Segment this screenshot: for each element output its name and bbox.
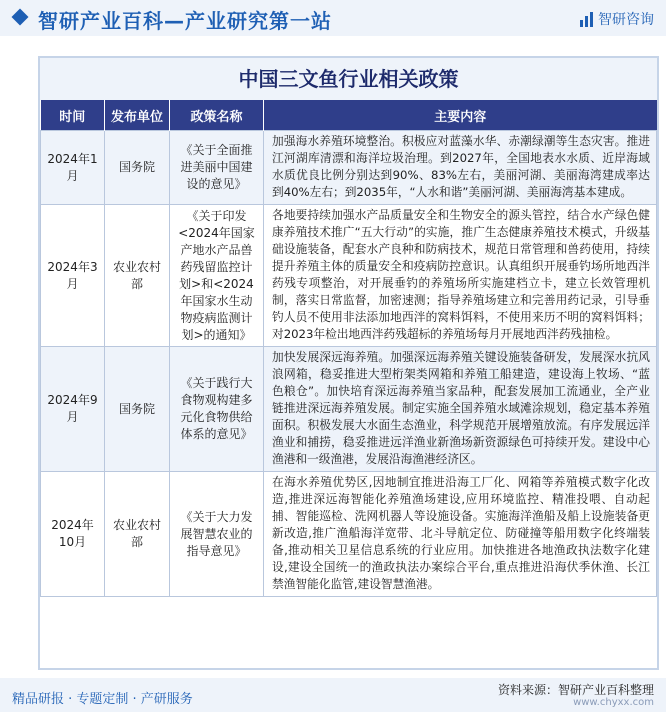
page-footer (0, 678, 666, 712)
table-row (41, 472, 657, 597)
unit-cell: 国务院 (105, 347, 170, 472)
content-cell: 加强海水养殖环境整治。积极应对蓝藻水华、赤潮绿潮等生态灾害。推进江河湖库清漂和海洋垃圾治理。到2027年，全国地表水水质、近岸海域水质优良比例分别达到90%、83%左右，美丽河湖、美丽海湾建成率达到40%左右；到2035年，“人水和谐”美丽河湖、美丽海湾基本建成。 (264, 131, 657, 205)
brand-logo[interactable] (580, 9, 654, 29)
policy-name-cell: 《关于全面推进美丽中国建设的意见》 (170, 131, 264, 205)
page-header (0, 0, 666, 36)
unit-cell: 农业农村部 (105, 205, 170, 347)
column-header-unit: 发布单位 (105, 100, 170, 131)
time-cell: 2024年3月 (41, 205, 105, 347)
brand-name: 智研咨询 (598, 12, 654, 28)
time-cell: 2024年1月 (41, 131, 105, 205)
table-row (41, 131, 657, 205)
content-cell: 加快发展深远海养殖。加强深远海养殖关键设施装备研发，发展深水抗风浪网箱，稳妥推进大型桁架类网箱和养殖工船建造，建设海上牧场、“蓝色粮仓”。加快培育深远海养殖当家品种，配套发展加工流通业，全产业链推进深远海养殖发展。制定实施全国养殖水域滩涂规划，稳定基本养殖面积。积极发展大水面生态渔业，科学规范开展增殖放流。有序发展远洋渔业和捕捞，稳妥推进远洋渔业新渔场新资源绿色可持续开发。建设中心渔港和一级渔港，发展沿海渔港经济区。 (264, 347, 657, 472)
source-note: 资料来源：智研产业百科整理 (497, 683, 654, 697)
table-title: 中国三文鱼行业相关政策 (40, 58, 657, 100)
content-cell: 在海水养殖优势区,因地制宜推进沿海工厂化、网箱等养殖模式数字化改造,推进深远海智能化养殖渔场建设,应用环境监控、精准投喂、自动起捕、智能巡检、洗网机器人等设施设备。实施海洋渔船及船上设施装备更新改造,推广渔船海洋宽带、北斗导航定位、防碰撞等船用数字化终端装备,推动相关卫星信息系统的行业应用。加快推进各地渔政执法数字化建设,建设全国统一的渔政执法办案综合平台,重点推进沿海伏季休渔、长江禁渔智能化监管,建设智慧渔港。 (264, 472, 657, 597)
table-row (41, 205, 657, 347)
time-cell: 2024年10月 (41, 472, 105, 597)
policy-table-card (38, 56, 659, 670)
site-title: 智研产业百科—产业研究第一站 (38, 9, 332, 33)
policy-name-cell: 《关于大力发展智慧农业的指导意见》 (170, 472, 264, 597)
content-cell: 各地要持续加强水产品质量安全和生物安全的源头管控，结合水产绿色健康养殖技术推广“五大行动”的实施，推广生态健康养殖技术模式，升级基础设施装备，配套水产良种和防病技术，规范日常管理和兽药使用，持续提升养殖主体的质量安全和疫病防控意识。认真组织开展垂钓场所地西泮药残专项整治，对开展垂钓的养殖场所实施建档立卡，建立长效管理机制，落实日常监督，加密速测；指导养殖场建立和完善用药记录，引导垂钓人员不使用非法添加地西泮的窝料饵料，不使用来历不明的窝料饵料；对2023年检出地西泮药残超标的养殖场每月开展地西泮药残抽检。 (264, 205, 657, 347)
policy-table (40, 100, 657, 597)
unit-cell: 国务院 (105, 131, 170, 205)
bar-chart-icon (580, 12, 593, 27)
unit-cell: 农业农村部 (105, 472, 170, 597)
table-row (41, 347, 657, 472)
policy-name-cell: 《关于印发<2024年国家产地水产品兽药残留监控计划>和<2024年国家水生动物疫病监测计划>的通知》 (170, 205, 264, 347)
table-header-row (41, 100, 657, 131)
diamond-icon (12, 9, 29, 26)
column-header-time: 时间 (41, 100, 105, 131)
time-cell: 2024年9月 (41, 347, 105, 472)
column-header-content: 主要内容 (264, 100, 657, 131)
footer-services: 精品研报 · 专题定制 · 产研服务 (12, 692, 193, 707)
footer-url[interactable]: www.chyxx.com (573, 697, 654, 708)
column-header-policy: 政策名称 (170, 100, 264, 131)
policy-name-cell: 《关于践行大食物观构建多元化食物供给体系的意见》 (170, 347, 264, 472)
